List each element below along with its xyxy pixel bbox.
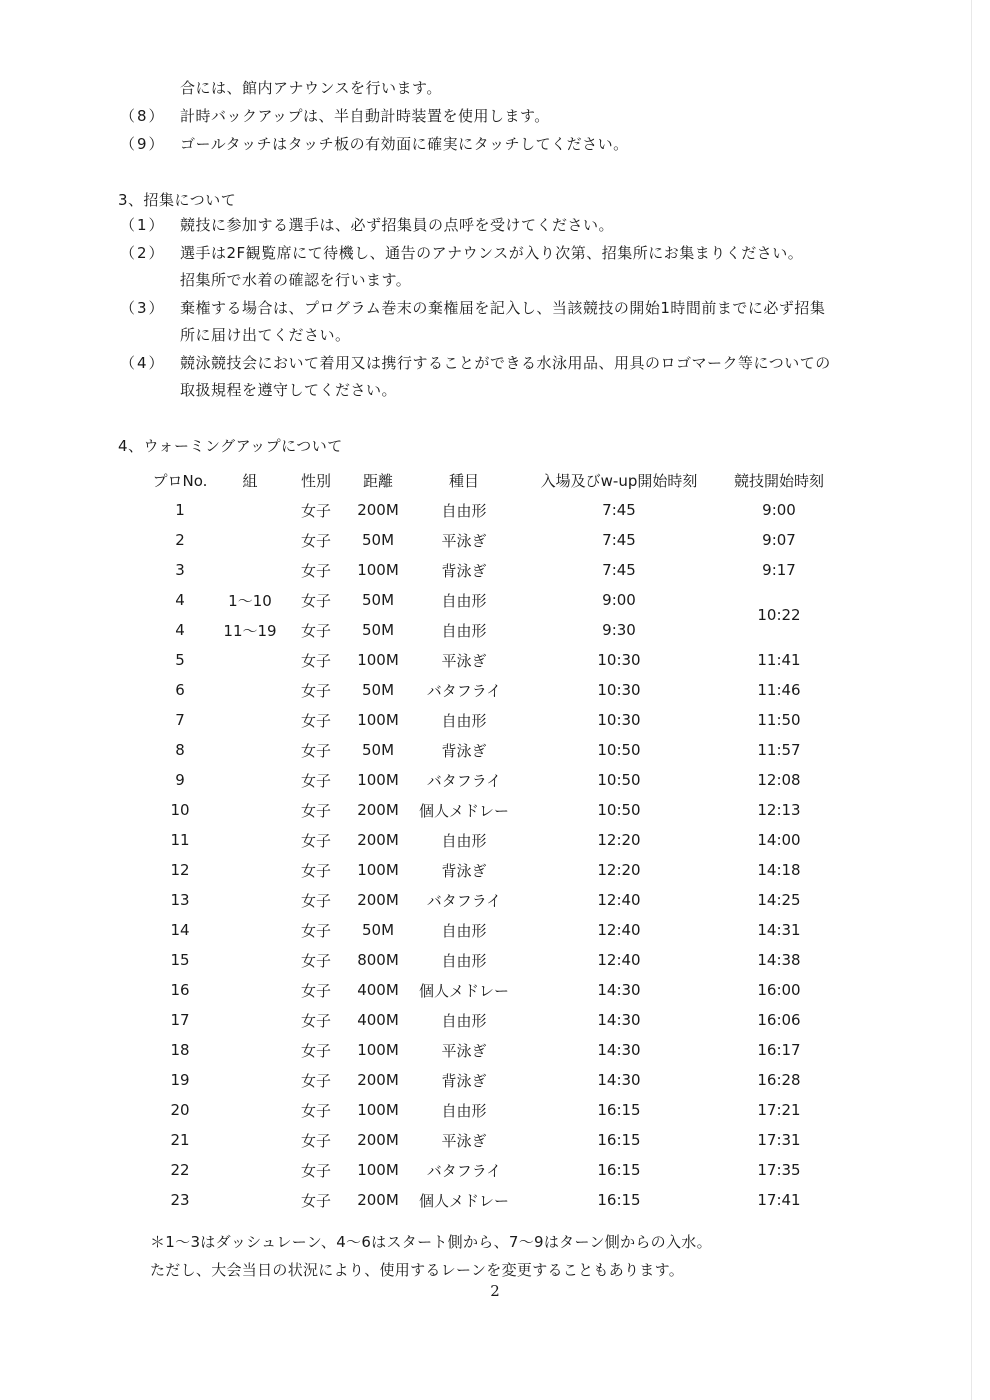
distance-cell: 800M — [357, 951, 399, 969]
column-header: 性別 — [300, 471, 331, 490]
item-text: ゴールタッチはタッチ板の有効面に確実にタッチしてください。 — [180, 135, 629, 153]
warmup-time-cell: 12:20 — [597, 861, 641, 879]
table-row — [145, 525, 839, 555]
program-number-cell: 7 — [175, 711, 185, 729]
table-row — [145, 795, 839, 825]
warmup-time-cell: 12:40 — [597, 951, 641, 969]
footnote: ただし、大会当日の状況により、使用するレーンを変更することもあります。 — [150, 1261, 685, 1279]
sex-cell: 女子 — [300, 501, 331, 520]
warmup-time-cell: 14:30 — [597, 981, 641, 999]
sex-cell: 女子 — [300, 771, 331, 790]
warmup-time-cell: 10:50 — [597, 801, 641, 819]
start-time-cell: 9:00 — [762, 501, 796, 519]
table-row — [145, 1185, 839, 1215]
distance-cell: 100M — [357, 1161, 399, 1179]
distance-cell: 50M — [361, 591, 395, 609]
start-time-cell: 17:21 — [757, 1101, 801, 1119]
table-header-row — [145, 465, 839, 495]
group-cell: 1～10 — [228, 591, 272, 610]
start-time-cell: 17:41 — [757, 1191, 801, 1209]
sex-cell: 女子 — [300, 891, 331, 910]
program-number-cell: 2 — [175, 531, 185, 549]
distance-cell: 200M — [357, 891, 399, 909]
item-number: （3） — [120, 299, 166, 317]
group-cell — [215, 795, 285, 825]
item-number: （2） — [120, 244, 166, 262]
start-time-cell: 11:41 — [757, 651, 801, 669]
sex-cell: 女子 — [300, 591, 331, 610]
warmup-time-cell: 10:50 — [597, 771, 641, 789]
event-cell: 自由形 — [441, 951, 487, 970]
sex-cell: 女子 — [300, 1041, 331, 1060]
distance-cell: 200M — [357, 1131, 399, 1149]
warmup-time-cell: 16:15 — [597, 1191, 641, 1209]
sex-cell: 女子 — [300, 831, 331, 850]
event-cell: 自由形 — [441, 921, 487, 940]
warmup-time-cell: 7:45 — [602, 531, 636, 549]
warmup-time-cell: 10:30 — [597, 651, 641, 669]
sex-cell: 女子 — [300, 1071, 331, 1090]
program-number-cell: 14 — [170, 921, 190, 939]
table-row — [145, 1095, 839, 1125]
item-number: （8） — [120, 107, 166, 125]
group-cell — [215, 1095, 285, 1125]
event-cell: 平泳ぎ — [441, 1131, 487, 1150]
group-cell: 11～19 — [223, 621, 277, 640]
program-number-cell: 4 — [175, 621, 185, 639]
program-number-cell: 5 — [175, 651, 185, 669]
warmup-time-cell: 9:30 — [602, 621, 636, 639]
warmup-time-cell: 10:50 — [597, 741, 641, 759]
distance-cell: 400M — [357, 1011, 399, 1029]
distance-cell: 100M — [357, 561, 399, 579]
warmup-time-cell: 16:15 — [597, 1161, 641, 1179]
start-time-cell: 16:17 — [757, 1041, 801, 1059]
event-cell: バタフライ — [426, 891, 502, 910]
table-row — [145, 735, 839, 765]
distance-cell: 200M — [357, 501, 399, 519]
table-row — [145, 495, 839, 525]
event-cell: 平泳ぎ — [441, 531, 487, 550]
event-cell: 平泳ぎ — [441, 1041, 487, 1060]
item-text: 選手は2F観覧席にて待機し、通告のアナウンスが入り次第、招集所にお集まりください。 — [180, 244, 804, 262]
sex-cell: 女子 — [300, 1131, 331, 1150]
warmup-schedule-table — [145, 465, 839, 1215]
start-time-cell: 12:08 — [757, 771, 801, 789]
table-row — [145, 675, 839, 705]
sex-cell: 女子 — [300, 1101, 331, 1120]
start-time-cell: 11:50 — [757, 711, 801, 729]
group-cell — [215, 675, 285, 705]
start-time-cell: 16:00 — [757, 981, 801, 999]
program-number-cell: 11 — [170, 831, 190, 849]
program-number-cell: 19 — [170, 1071, 190, 1089]
start-time-cell: 14:18 — [757, 861, 801, 879]
table-row — [145, 1155, 839, 1185]
scan-edge — [971, 0, 972, 1400]
program-number-cell: 8 — [175, 741, 185, 759]
warmup-time-cell: 14:30 — [597, 1071, 641, 1089]
sex-cell: 女子 — [300, 921, 331, 940]
warmup-time-cell: 12:20 — [597, 831, 641, 849]
item-number: （4） — [120, 354, 166, 372]
sex-cell: 女子 — [300, 951, 331, 970]
item-text: 招集所で水着の確認を行います。 — [180, 271, 412, 289]
group-cell — [215, 495, 285, 525]
event-cell: 自由形 — [441, 591, 487, 610]
group-cell — [215, 645, 285, 675]
group-cell — [215, 915, 285, 945]
sex-cell: 女子 — [300, 561, 331, 580]
start-time-cell: 9:07 — [762, 531, 796, 549]
sex-cell: 女子 — [300, 711, 331, 730]
column-header: 組 — [242, 471, 258, 490]
program-number-cell: 6 — [175, 681, 185, 699]
section-heading: 3、招集について — [118, 191, 237, 209]
group-cell — [215, 1035, 285, 1065]
warmup-time-cell: 16:15 — [597, 1101, 641, 1119]
event-cell: 背泳ぎ — [441, 861, 487, 880]
event-cell: 背泳ぎ — [441, 1071, 487, 1090]
sex-cell: 女子 — [300, 861, 331, 880]
sex-cell: 女子 — [300, 1191, 331, 1210]
table-row — [145, 765, 839, 795]
sex-cell: 女子 — [300, 681, 331, 700]
program-number-cell: 1 — [175, 501, 185, 519]
group-cell — [215, 1125, 285, 1155]
distance-cell: 200M — [357, 801, 399, 819]
distance-cell: 100M — [357, 861, 399, 879]
program-number-cell: 12 — [170, 861, 190, 879]
table-row — [145, 945, 839, 975]
column-header: 種目 — [448, 471, 479, 490]
event-cell: 自由形 — [441, 831, 487, 850]
warmup-time-cell: 7:45 — [602, 561, 636, 579]
event-cell: バタフライ — [426, 1161, 502, 1180]
group-cell — [215, 765, 285, 795]
warmup-time-cell: 10:30 — [597, 711, 641, 729]
column-header: 距離 — [362, 471, 393, 490]
sex-cell: 女子 — [300, 531, 331, 550]
start-time-cell: 14:38 — [757, 951, 801, 969]
warmup-time-cell: 12:40 — [597, 921, 641, 939]
event-cell: 自由形 — [441, 1011, 487, 1030]
warmup-time-cell: 16:15 — [597, 1131, 641, 1149]
program-number-cell: 9 — [175, 771, 185, 789]
event-cell: 自由形 — [441, 1101, 487, 1120]
program-number-cell: 10 — [170, 801, 190, 819]
start-time-cell: 16:06 — [757, 1011, 801, 1029]
start-time-cell: 17:31 — [757, 1131, 801, 1149]
distance-cell: 50M — [361, 531, 395, 549]
column-header: 競技開始時刻 — [733, 471, 824, 490]
table-row — [145, 585, 839, 615]
table-body — [145, 495, 839, 1215]
program-number-cell: 23 — [170, 1191, 190, 1209]
group-cell — [215, 1065, 285, 1095]
event-cell: 背泳ぎ — [441, 561, 487, 580]
program-number-cell: 16 — [170, 981, 190, 999]
start-time-cell: 11:57 — [757, 741, 801, 759]
event-cell: 平泳ぎ — [441, 651, 487, 670]
warmup-time-cell: 10:30 — [597, 681, 641, 699]
event-cell: バタフライ — [426, 771, 502, 790]
warmup-time-cell: 9:00 — [602, 591, 636, 609]
warmup-time-cell: 14:30 — [597, 1041, 641, 1059]
event-cell: 自由形 — [441, 501, 487, 520]
group-cell — [215, 855, 285, 885]
item-text: 計時バックアップは、半自動計時装置を使用します。 — [180, 107, 550, 125]
start-time-cell: 14:31 — [757, 921, 801, 939]
distance-cell: 200M — [357, 1191, 399, 1209]
warmup-time-cell: 14:30 — [597, 1011, 641, 1029]
program-number-cell: 13 — [170, 891, 190, 909]
group-cell — [215, 555, 285, 585]
distance-cell: 100M — [357, 711, 399, 729]
item-text: 競技に参加する選手は、必ず招集員の点呼を受けてください。 — [180, 216, 615, 234]
distance-cell: 100M — [357, 771, 399, 789]
table-row — [145, 1035, 839, 1065]
table-row — [145, 975, 839, 1005]
event-cell: 個人メドレー — [418, 801, 509, 820]
start-time-cell: 17:35 — [757, 1161, 801, 1179]
table-row — [145, 825, 839, 855]
start-time-cell: 14:00 — [757, 831, 801, 849]
sex-cell: 女子 — [300, 1161, 331, 1180]
program-number-cell: 3 — [175, 561, 185, 579]
group-cell — [215, 705, 285, 735]
start-time-cell: 14:25 — [757, 891, 801, 909]
distance-cell: 400M — [357, 981, 399, 999]
distance-cell: 50M — [361, 621, 395, 639]
footnote: ＊1～3はダッシュレーン、4～6はスタート側から、7～9はターン側からの入水。 — [150, 1233, 712, 1251]
item-text: 棄権する場合は、プログラム巻末の棄権届を記入し、当該競技の開始1時間前までに必ず招集 — [180, 299, 826, 317]
item-text: 所に届け出てください。 — [180, 326, 351, 344]
start-time-cell: 12:13 — [757, 801, 801, 819]
group-cell — [215, 885, 285, 915]
sex-cell: 女子 — [300, 621, 331, 640]
sex-cell: 女子 — [300, 741, 331, 760]
warmup-time-cell: 7:45 — [602, 501, 636, 519]
event-cell: 背泳ぎ — [441, 741, 487, 760]
start-time-cell: 9:17 — [762, 561, 796, 579]
distance-cell: 100M — [357, 651, 399, 669]
item-text: 競泳競技会において着用又は携行することができる水泳用品、用具のロゴマーク等についての — [180, 354, 831, 372]
event-cell: バタフライ — [426, 681, 502, 700]
start-time-cell: 10:22 — [757, 606, 801, 624]
group-cell — [215, 735, 285, 765]
program-number-cell: 15 — [170, 951, 190, 969]
sex-cell: 女子 — [300, 651, 331, 670]
item-number: （9） — [120, 135, 166, 153]
warmup-time-cell: 12:40 — [597, 891, 641, 909]
group-cell — [215, 1185, 285, 1215]
distance-cell: 200M — [357, 1071, 399, 1089]
sex-cell: 女子 — [300, 801, 331, 820]
distance-cell: 50M — [361, 681, 395, 699]
event-cell: 個人メドレー — [418, 1191, 509, 1210]
program-number-cell: 18 — [170, 1041, 190, 1059]
table-row — [145, 1065, 839, 1095]
column-header: プロNo. — [152, 471, 208, 490]
page-number: 2 — [490, 1282, 500, 1300]
table-row — [145, 915, 839, 945]
program-number-cell: 21 — [170, 1131, 190, 1149]
section-heading: 4、ウォーミングアップについて — [118, 437, 343, 455]
event-cell: 自由形 — [441, 711, 487, 730]
group-cell — [215, 525, 285, 555]
distance-cell: 200M — [357, 831, 399, 849]
program-number-cell: 20 — [170, 1101, 190, 1119]
event-cell: 個人メドレー — [418, 981, 509, 1000]
distance-cell: 100M — [357, 1041, 399, 1059]
event-cell: 自由形 — [441, 621, 487, 640]
column-header: 入場及びw-up開始時刻 — [540, 471, 698, 490]
program-number-cell: 4 — [175, 591, 185, 609]
table-row — [145, 855, 839, 885]
item-text: 取扱規程を遵守してください。 — [180, 381, 398, 399]
table-row — [145, 705, 839, 735]
group-cell — [215, 1155, 285, 1185]
table-row — [145, 1125, 839, 1155]
distance-cell: 100M — [357, 1101, 399, 1119]
item-number: （1） — [120, 216, 166, 234]
group-cell — [215, 945, 285, 975]
group-cell — [215, 975, 285, 1005]
program-number-cell: 22 — [170, 1161, 190, 1179]
sex-cell: 女子 — [300, 981, 331, 1000]
start-time-cell: 11:46 — [757, 681, 801, 699]
distance-cell: 50M — [361, 921, 395, 939]
sex-cell: 女子 — [300, 1011, 331, 1030]
group-cell — [215, 1005, 285, 1035]
group-cell — [215, 825, 285, 855]
program-number-cell: 17 — [170, 1011, 190, 1029]
start-time-cell: 16:28 — [757, 1071, 801, 1089]
intro-continuation: 合には、館内アナウンスを行います。 — [180, 79, 442, 97]
distance-cell: 50M — [361, 741, 395, 759]
table-row — [145, 555, 839, 585]
table-row — [145, 645, 839, 675]
table-row — [145, 885, 839, 915]
table-row — [145, 1005, 839, 1035]
